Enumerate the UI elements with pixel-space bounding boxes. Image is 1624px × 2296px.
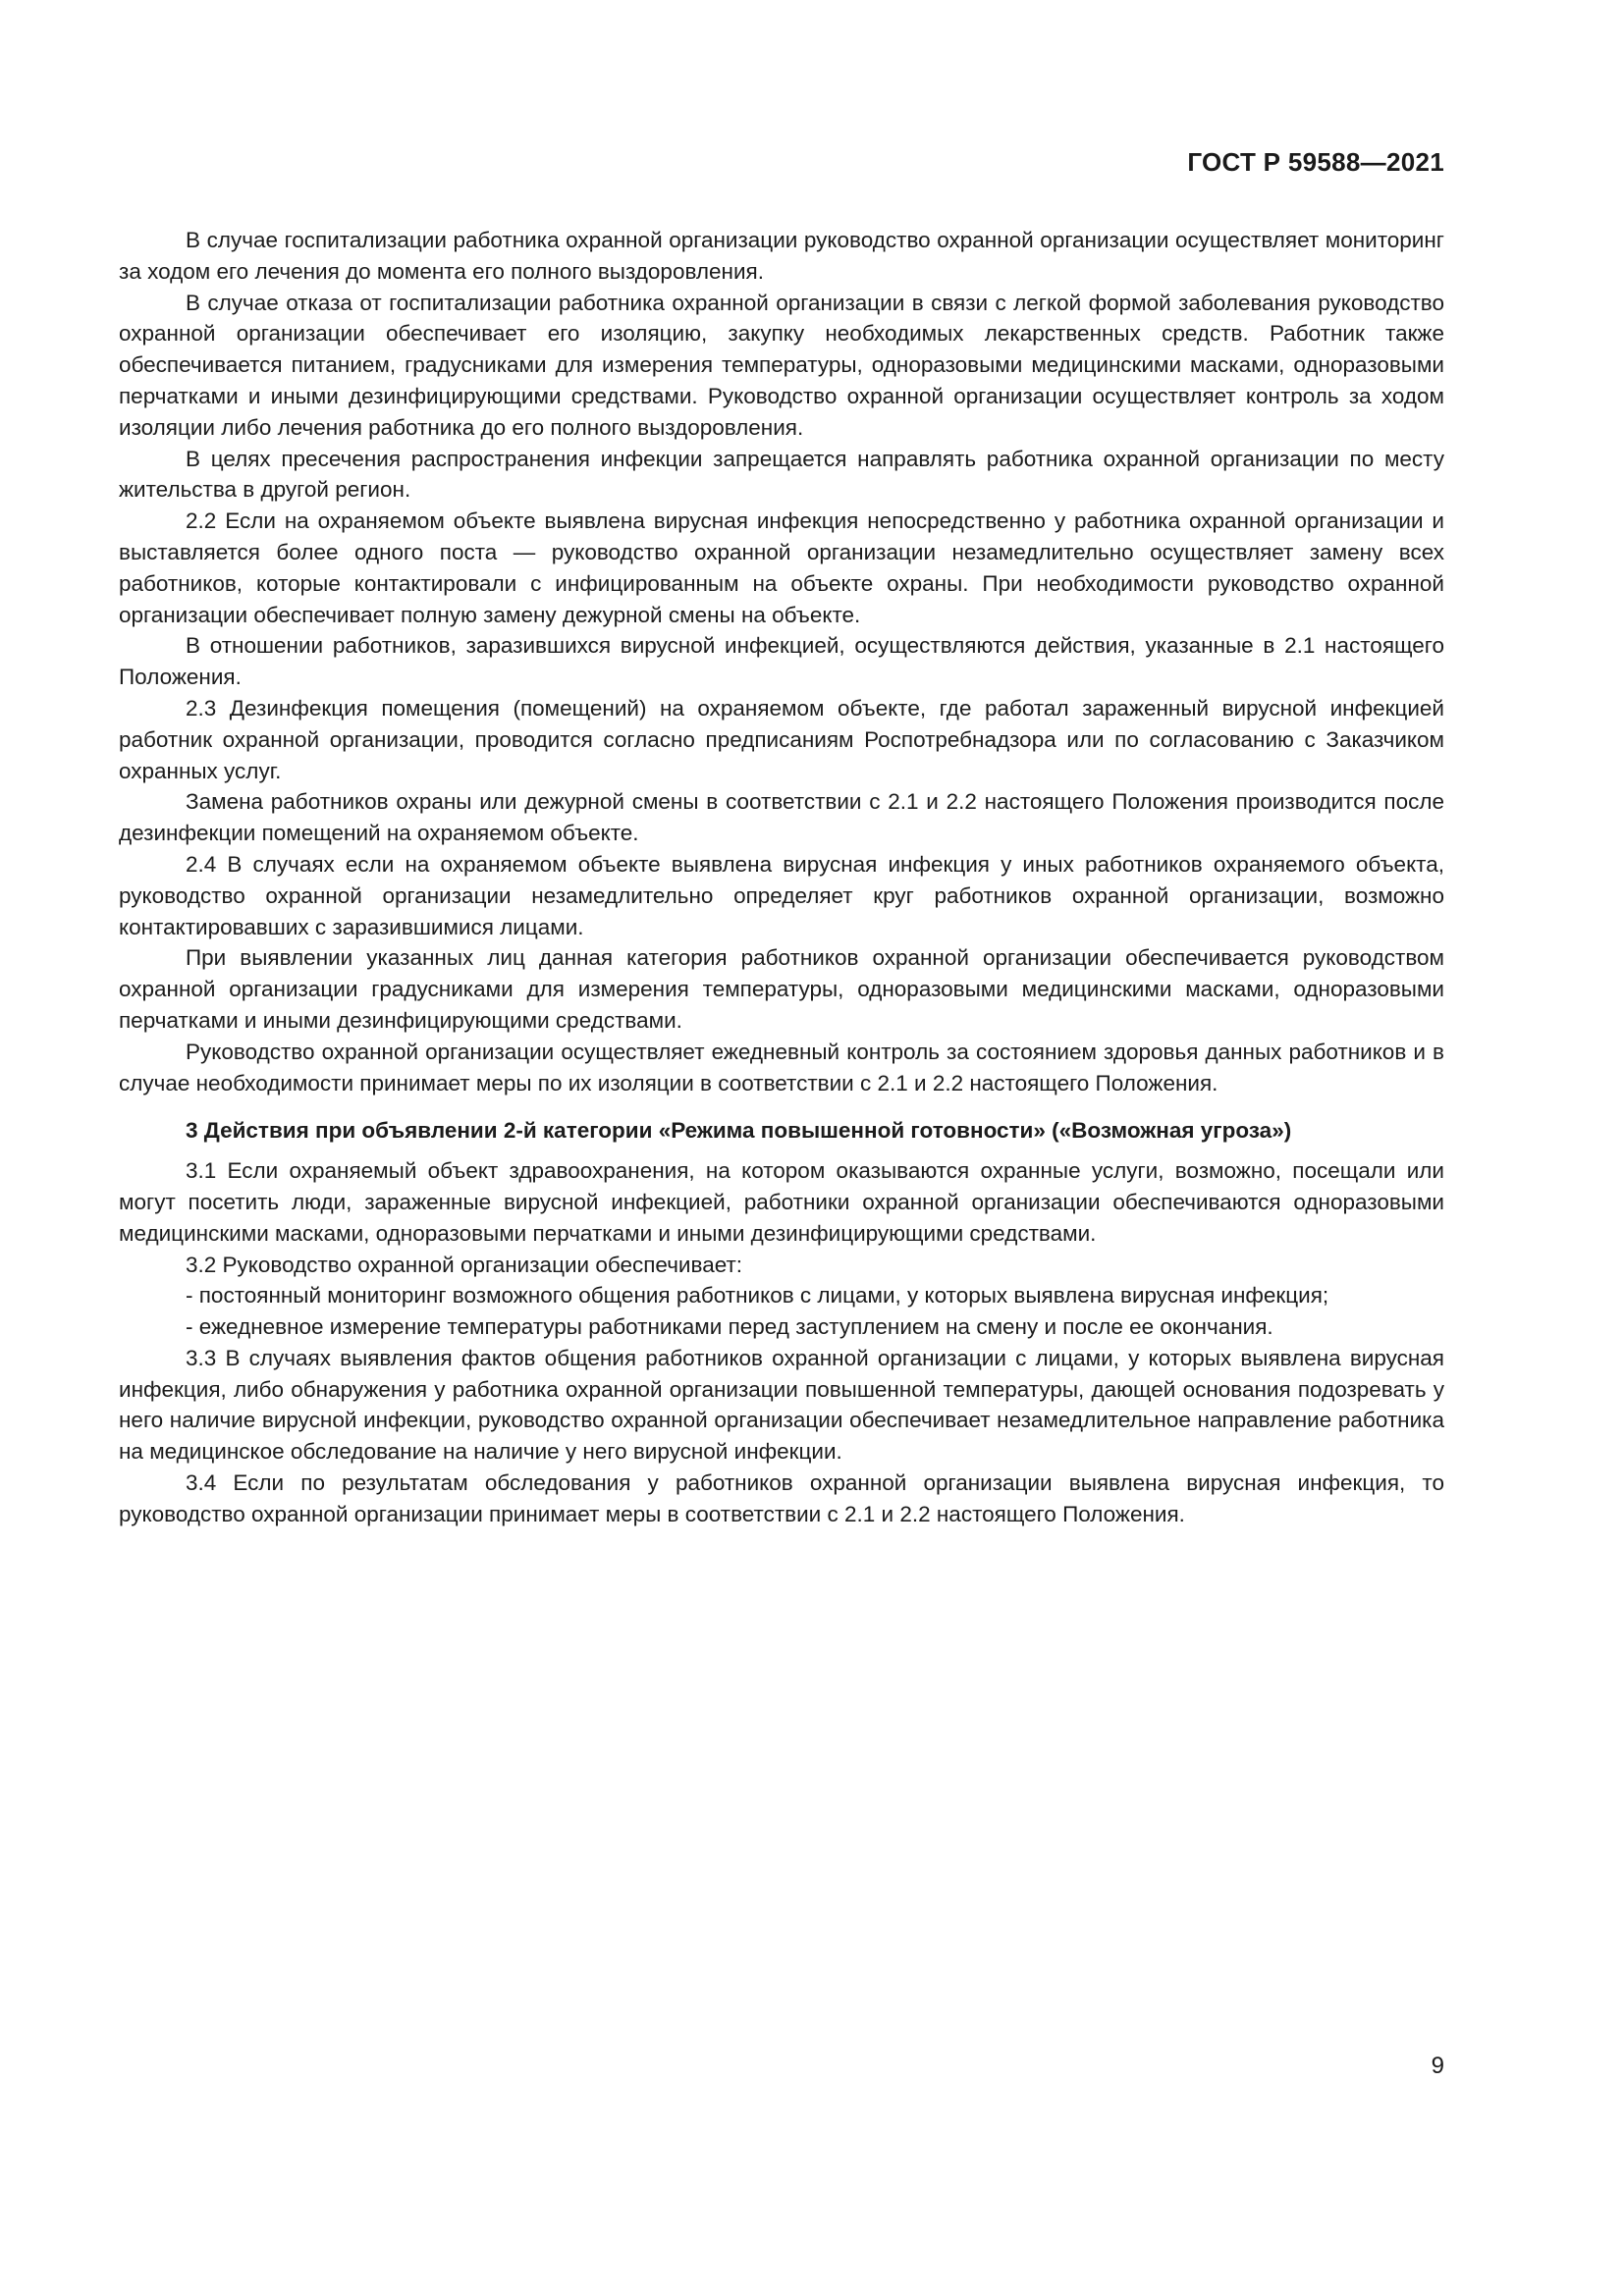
list-item-monitoring: - постоянный мониторинг возможного общения работников с лицами, у которых выявлена вирусная инфекция; <box>186 1283 1329 1308</box>
paragraph-replacement-after-disinfection: Замена работников охраны или дежурной смены в соответствии с 2.1 и 2.2 настоящего Положения производится после дезинфекции помещений на охраняемом объекте. <box>119 789 1444 846</box>
document-code: ГОСТ Р 59588—2021 <box>1187 147 1444 177</box>
document-body <box>119 225 1444 1530</box>
paragraph-hospitalization-monitoring: В случае госпитализации работника охранной организации руководство охранной организации осуществляет мониторинг за ходом его лечения до момента его полного выздоровления. <box>119 228 1444 284</box>
paragraph-contacts-provision: При выявлении указанных лиц данная категория работников охранной организации обеспечивается руководством охранной организации градусниками для измерения температуры, одноразовыми медицинскими масками, одноразовыми перчатками и иными дезинфицирующими средствами. <box>119 945 1444 1033</box>
page-number: 9 <box>1431 2053 1444 2079</box>
paragraph-2-2: 2.2 Если на охраняемом объекте выявлена вирусная инфекция непосредственно у работника охранной организации и выставляется более одного поста — руководство охранной организации незамедлительно осуществляет замену всех работников, которые контактировали с инфицированным на объекте охраны. При необходимости руководство охранной организации обеспечивает полную замену дежурной смены на объекте. <box>119 508 1444 627</box>
paragraph-3-2: 3.2 Руководство охранной организации обеспечивает: <box>186 1252 743 1277</box>
section-3-heading: 3 Действия при объявлении 2-й категории «Режима повышенной готовности» («Возможная угроза») <box>186 1118 1292 1144</box>
paragraph-3-3: 3.3 В случаях выявления фактов общения работников охранной организации с лицами, у которых выявлена вирусная инфекция, либо обнаружения у работника охранной организации повышенной температуры, дающей основания подозревать у него наличие вирусной инфекции, руководство охранной организации обеспечивает незамедлительное направление работника на медицинское обследование на наличие у него вирусной инфекции. <box>119 1345 1444 1465</box>
paragraph-3-4: 3.4 Если по результатам обследования у работников охранной организации выявлена вирусная инфекция, то руководство охранной организации принимает меры в соответствии с 2.1 и 2.2 настоящего Положения. <box>119 1470 1444 1526</box>
paragraph-daily-health-control: Руководство охранной организации осуществляет ежедневный контроль за состоянием здоровья данных работников и в случае необходимости принимает меры по их изоляции в соответствии с 2.1 и 2.2 настоящего Положения. <box>119 1039 1444 1095</box>
paragraph-3-1: 3.1 Если охраняемый объект здравоохранения, на котором оказываются охранные услуги, возможно, посещали или могут посетить люди, зараженные вирусной инфекцией, работники охранной организации обеспечиваются одноразовыми медицинскими масками, одноразовыми перчатками и иными дезинфицирующими средствами. <box>119 1158 1444 1246</box>
list-item-temperature: - ежедневное измерение температуры работниками перед заступлением на смену и после ее окончания. <box>186 1314 1273 1340</box>
paragraph-infected-workers: В отношении работников, заразившихся вирусной инфекцией, осуществляются действия, указанные в 2.1 настоящего Положения. <box>119 633 1444 690</box>
paragraph-2-4: 2.4 В случаях если на охраняемом объекте выявлена вирусная инфекция у иных работников охраняемого объекта, руководство охранной организации незамедлительно определяет круг работников охранной организации, возможно контактировавших с заразившимися лицами. <box>119 851 1444 939</box>
paragraph-travel-ban: В целях пресечения распространения инфекции запрещается направлять работника охранной организации по месту жительства в другой регион. <box>119 446 1444 503</box>
paragraph-refusal-hospitalization: В случае отказа от госпитализации работника охранной организации в связи с легкой формой заболевания руководство охранной организации обеспечивает его изоляцию, закупку необходимых лекарственных средств. Работник также обеспечивается питанием, градусниками для измерения температуры, одноразовыми медицинскими масками, одноразовыми перчатками и иными дезинфицирующими средствами. Руководство охранной организации осуществляет контроль за ходом изоляции либо лечения работника до его полного выздоровления. <box>119 290 1444 440</box>
paragraph-2-3: 2.3 Дезинфекция помещения (помещений) на охраняемом объекте, где работал зараженный вирусной инфекцией работник охранной организации, проводится согласно предписаниям Роспотребнадзора или по согласованию с Заказчиком охранных услуг. <box>119 695 1444 783</box>
